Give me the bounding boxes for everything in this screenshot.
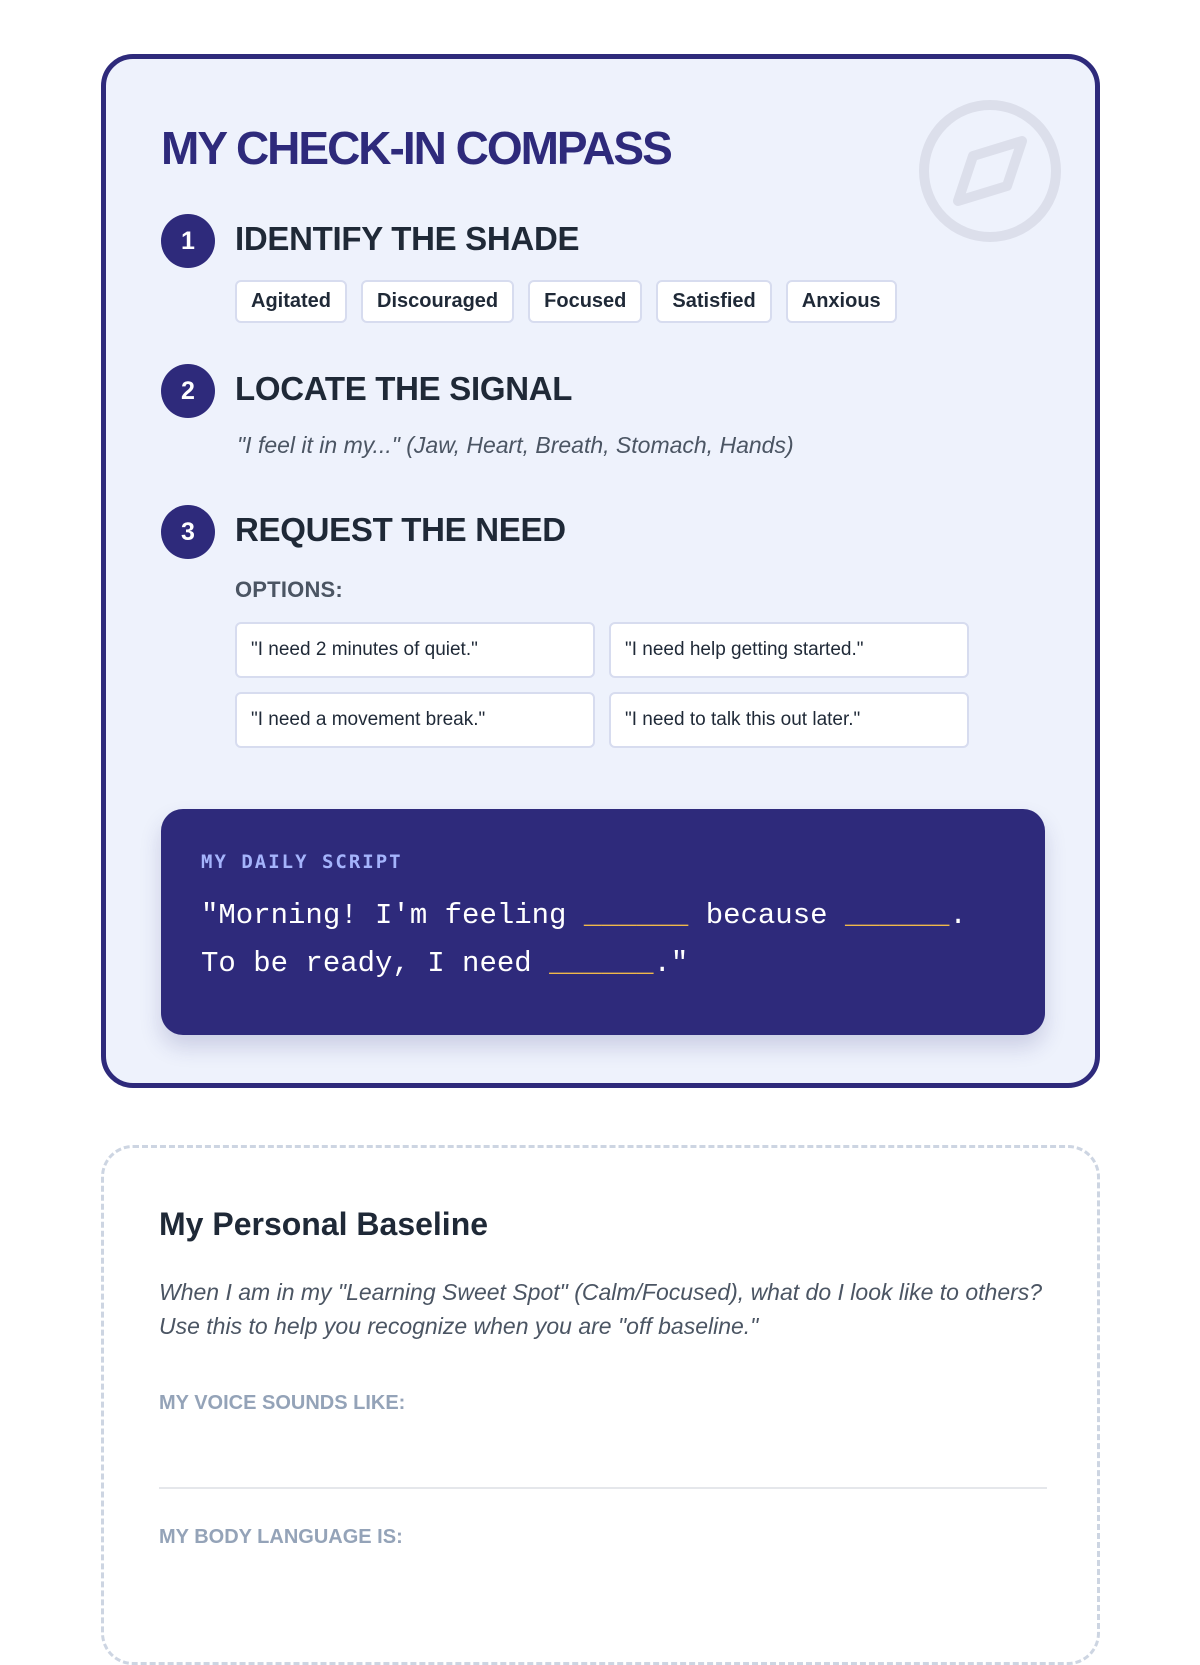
step-title: REQUEST THE NEED — [235, 511, 566, 548]
script-text: . — [949, 899, 967, 932]
script-text: ." — [653, 947, 689, 980]
daily-script-label: MY DAILY SCRIPT — [201, 851, 403, 873]
script-blank-need[interactable]: ______ — [549, 947, 654, 980]
voice-answer-line[interactable] — [159, 1487, 1047, 1489]
shade-tag-list — [235, 280, 897, 323]
need-option-quiet[interactable]: "I need 2 minutes of quiet." — [235, 622, 595, 678]
need-option-talk-later[interactable]: "I need to talk this out later." — [609, 692, 969, 748]
step-number-badge: 2 — [161, 364, 215, 418]
voice-field-label: MY VOICE SOUNDS LIKE: — [159, 1392, 406, 1414]
baseline-description: When I am in my "Learning Sweet Spot" (Calm/Focused), what do I look like to others? Use this to help you recognize when you are "off baseline." — [159, 1279, 1043, 1339]
step-number-badge: 3 — [161, 505, 215, 559]
script-blank-because[interactable]: ______ — [844, 899, 950, 932]
personal-baseline-card — [101, 1145, 1100, 1665]
shade-tag-agitated[interactable]: Agitated — [235, 280, 347, 323]
options-label: OPTIONS: — [235, 577, 343, 602]
signal-prompt: "I feel it in my..." (Jaw, Heart, Breath, Stomach, Hands) — [237, 432, 794, 458]
shade-tag-discouraged[interactable]: Discouraged — [361, 280, 514, 323]
script-line-2 — [201, 947, 688, 980]
shade-tag-anxious[interactable]: Anxious — [786, 280, 897, 323]
shade-tag-focused[interactable]: Focused — [528, 280, 642, 323]
script-line-1 — [201, 899, 967, 932]
step-title: LOCATE THE SIGNAL — [235, 370, 573, 407]
check-in-compass-card — [101, 54, 1100, 1088]
script-blank-feeling[interactable]: ______ — [583, 899, 689, 932]
body-language-field-label: MY BODY LANGUAGE IS: — [159, 1526, 403, 1548]
script-text: because — [688, 899, 845, 932]
compass-icon — [916, 97, 1064, 245]
need-option-movement[interactable]: "I need a movement break." — [235, 692, 595, 748]
script-text: "Morning! I'm feeling — [201, 899, 584, 932]
need-options-grid — [235, 622, 969, 748]
daily-script-box — [161, 809, 1045, 1035]
need-option-help[interactable]: "I need help getting started." — [609, 622, 969, 678]
baseline-title: My Personal Baseline — [159, 1206, 489, 1242]
step-title: IDENTIFY THE SHADE — [235, 220, 580, 257]
script-text: To be ready, I need — [201, 947, 550, 980]
card-title: MY CHECK-IN COMPASS — [161, 122, 671, 174]
step-number-badge: 1 — [161, 214, 215, 268]
shade-tag-satisfied[interactable]: Satisfied — [656, 280, 771, 323]
